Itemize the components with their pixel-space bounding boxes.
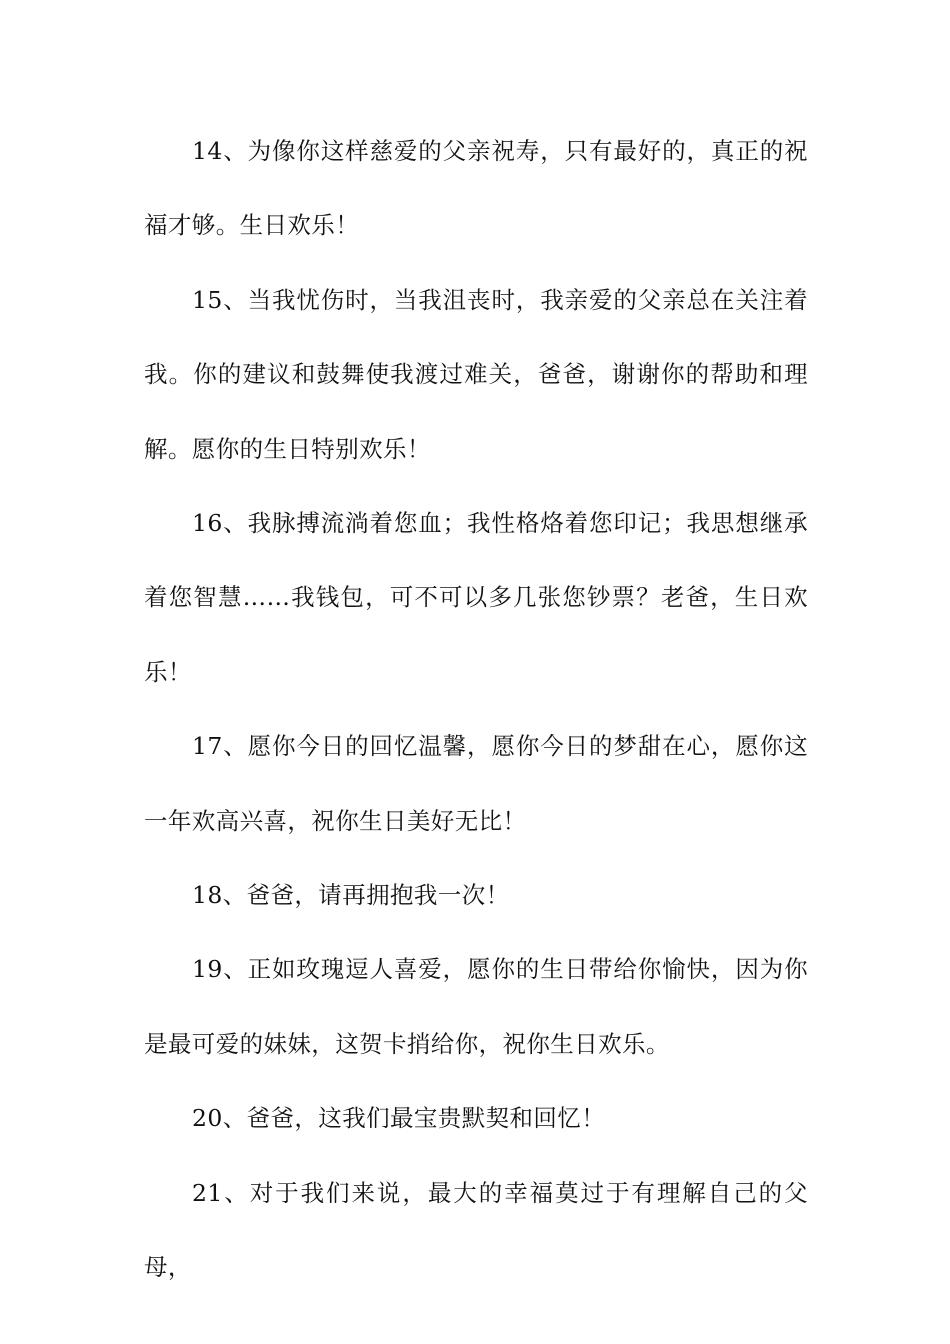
- paragraph-18: 18、爸爸，请再拥抱我一次！: [192, 881, 510, 910]
- paragraph-16: 16、我脉搏流淌着您血；我性格烙着您印记；我思想继承着您智慧……我钱包，可不可以多几张您钞票？老爸，生日欢乐！: [144, 509, 808, 686]
- paragraph-21: 21、对于我们来说，最大的幸福莫过于有理解自己的父母，: [144, 1178, 808, 1282]
- paragraph-20: 20、爸爸，这我们最宝贵默契和回忆！: [192, 1104, 606, 1133]
- paragraph-19: 19、正如玫瑰逗人喜爱，愿你的生日带给你愉快，因为你是最可爱的妹妹，这贺卡捎给你，祝你生日欢乐。: [144, 955, 808, 1058]
- paragraph-17: 17、愿你今日的回忆温馨，愿你今日的梦甜在心，愿你这一年欢高兴喜，祝你生日美好无比！: [144, 732, 808, 835]
- document-body: [144, 114, 808, 1305]
- paragraph-15: 15、当我忧伤时，当我沮丧时，我亲爱的父亲总在关注着我。你的建议和鼓舞使我渡过难关，爸爸，谢谢你的帮助和理解。愿你的生日特别欢乐！: [144, 285, 808, 463]
- paragraph-14: 14、为像你这样慈爱的父亲祝寿，只有最好的，真正的祝福才够。生日欢乐！: [144, 137, 808, 240]
